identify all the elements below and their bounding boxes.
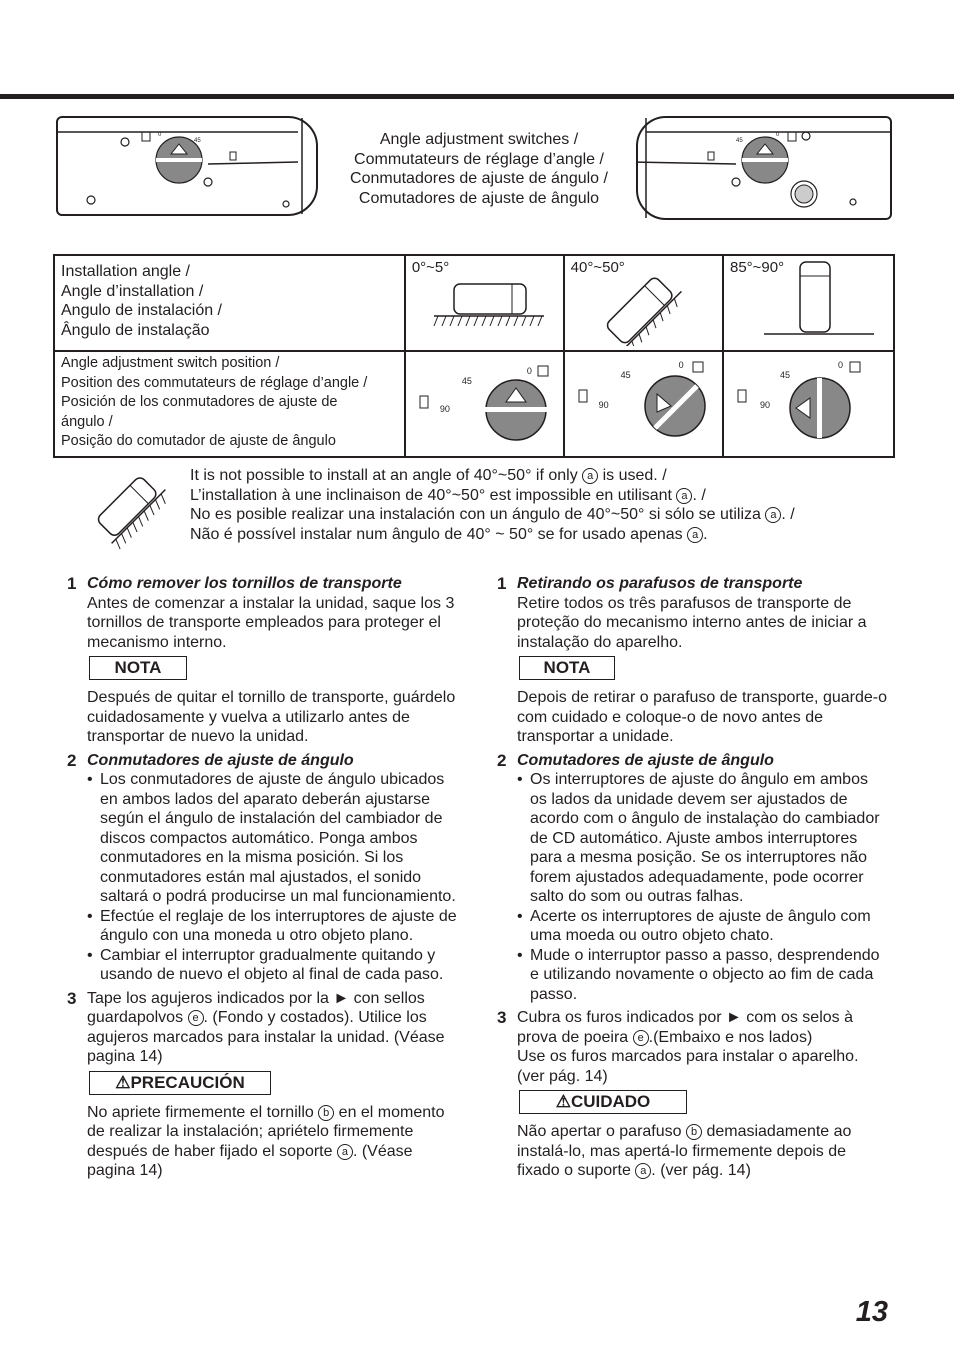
dial-diagonal-icon: [565, 352, 713, 452]
bullet-item: • Acerte os interruptores de ajuste de ângulo com uma moeda ou outro objeto chato.: [517, 907, 887, 946]
note-line-es: No es posible realizar una instalación con un ángulo de 40°~50° si sólo se utiliza a . /: [190, 506, 795, 523]
cuidado-label: ⚠CUIDADO: [519, 1090, 687, 1114]
unit-tilted-icon: [569, 276, 717, 346]
step-text: .(Embaixo e nos lados): [648, 1028, 813, 1046]
bullet-list: [87, 770, 463, 985]
unit-horizontal-icon: [414, 278, 562, 344]
warning-icon: ⚠: [115, 1072, 131, 1092]
unit-right-side-view: [636, 116, 892, 220]
label-line: Posición de los conmutadores de ajuste de: [61, 394, 338, 410]
step-2: [67, 750, 463, 985]
mark-b: b: [318, 1105, 334, 1121]
label-line: Posição do comutador de ajuste de ângulo: [61, 433, 336, 449]
top-rule: [0, 94, 954, 99]
nota-wrap: [517, 652, 887, 688]
bullet-list: [517, 770, 887, 1004]
step-number: 2: [67, 750, 77, 770]
installation-angle-label: [54, 255, 405, 351]
unit-vertical-icon: [724, 260, 884, 336]
label-line: Position des commutateurs de réglage d’angle /: [61, 374, 368, 391]
mark-a: a: [635, 1163, 651, 1179]
bullet-item: • Cambiar el interruptor gradualmente quitando y usando de nuevo el objeto al final de cada paso.: [87, 946, 463, 985]
dial-mark-45: 45: [779, 370, 790, 380]
unit-right-mark-45: 45: [736, 138, 743, 144]
dial-mark-45: 45: [461, 376, 472, 386]
angle-value: 0°~5°: [411, 259, 450, 276]
label-line: Angle d’installation /: [61, 282, 204, 300]
switch-dial-0: [405, 351, 564, 457]
precaucion-text: No apriete firmemente el tornillo b en el momento de realizar la instalación; apriételo firmemente después de haber fijado el soporte a . (Véase pagina 14): [87, 1103, 445, 1179]
nota-label: NOTA: [89, 656, 187, 680]
step-text: Cubra os furos indicados por ► com os selos à prova de poeira: [517, 1009, 853, 1046]
unit-left-side-view: [56, 116, 318, 216]
nota-text: Depois de retirar o parafuso de transporte, guarde-o com cuidado e coloque-o de novo antes de transportar a unidade.: [517, 689, 887, 745]
unit-left-drawing: [58, 118, 316, 214]
mark-b: b: [686, 1124, 702, 1140]
step-heading: Comutadores de ajuste de ângulo: [517, 751, 774, 769]
label-line: Angle adjustment switch position /: [61, 355, 280, 371]
page-number: 13: [855, 1296, 888, 1328]
mark-a: a: [687, 527, 703, 543]
mark-e: e: [633, 1030, 649, 1046]
angle-cell-0-5: [405, 255, 564, 351]
unit-left-mark-45: 45: [194, 138, 201, 144]
step-text: . (Fondo y costados). Utilice los agujeros marcados para instalar la unidad. (Véase pagina 14): [87, 1009, 445, 1065]
angle-cell-85-90: [723, 255, 894, 351]
step-text: Retire todos os três parafusos de transporte de proteção do mecanismo interno antes de iniciar a instalação do aparelho.: [517, 594, 867, 651]
tilted-unit-warning-illustration: [84, 462, 176, 554]
step-number: 2: [497, 750, 507, 770]
switch-row: [54, 351, 894, 457]
caption-line: Conmutadores de ajuste de ángulo /: [350, 170, 608, 187]
label-line: Angulo de instalación /: [61, 302, 222, 319]
caption-line: Comutadores de ajuste de ângulo: [358, 189, 600, 207]
step-number: 3: [67, 988, 77, 1008]
step-number: 1: [67, 574, 77, 593]
dial-mark-0: 0: [837, 360, 843, 370]
unit-left-mark-0: 0: [158, 132, 162, 138]
nota-text: Después de quitar el tornillo de transporte, guárdelo cuidadosamente y vuelva a utilizarlo antes de transportar de nuevo la unidad.: [87, 689, 456, 745]
angle-cell-40-50: [564, 255, 723, 351]
switch-position-label: [54, 351, 405, 457]
precaucion-label: ⚠PRECAUCIÓN: [89, 1071, 271, 1095]
step-text: Antes de comenzar a instalar la unidad, saque los 3 tornillos de transporte empleados para proteger el mecanismo interno.: [87, 594, 455, 651]
angle-row: [54, 255, 894, 351]
step-text: Tape los agujeros indicados por la ► con sellos guardapolvos: [87, 989, 425, 1026]
note-line-pt: Não é possível instalar num ângulo de 40° ~ 50° se for usado apenas a .: [190, 525, 708, 543]
dial-mark-90: 90: [439, 404, 450, 414]
mark-a: a: [676, 488, 692, 504]
switch-caption: [318, 130, 640, 208]
cuidado-text: Não apertar o parafuso b demasiadamente ao instalá-lo, mas apertá-lo firmemente depois de fixado o suporte a . (ver pág. 14): [517, 1123, 852, 1179]
bullet-item: • Os interruptores de ajuste do ângulo em ambos os lados da unidade devem ser ajustados de acordo com o ângulo de instalaçào do cambiador de CD automático. Ajuste ambos interruptores para a mesma posição. Se os interruptores não forem ajustados adequadamente, pode ocorrer salto do som ou outras falhas.: [517, 770, 887, 907]
angle-note: [190, 466, 910, 544]
mark-a: a: [337, 1144, 353, 1160]
step-heading: Conmutadores de ajuste de ángulo: [87, 751, 354, 769]
note-line-en: It is not possible to install at an angle of 40°~50° if only a is used. /: [190, 467, 667, 484]
dial-left-icon: [724, 352, 884, 452]
precaucion-wrap: [87, 1067, 463, 1103]
step-number: 1: [497, 574, 507, 593]
dial-mark-0: 0: [526, 366, 532, 376]
label-line: Installation angle /: [61, 263, 190, 280]
warning-icon: ⚠: [555, 1092, 571, 1111]
unit-right-drawing: [638, 118, 890, 218]
angle-value: 40°~50°: [570, 259, 625, 276]
angle-value: 85°~90°: [729, 259, 785, 276]
bullet-item: • Los conmutadores de ajuste de ángulo ubicados en ambos lados del aparato deberán ajustarse según el ángulo de instalación del cambiador de discos compactos automático. Ponga ambos conmutadores en la misma posición. Si los conmutadores están mal ajustados, el sonido saltará o podrá producirse un mal funcionamiento.: [87, 770, 463, 907]
nota-wrap: [87, 652, 463, 688]
dial-mark-90: 90: [759, 400, 770, 410]
angle-table: [53, 254, 895, 458]
nota-label: NOTA: [519, 656, 615, 680]
step-number: 3: [497, 1008, 507, 1027]
mark-e: e: [188, 1010, 204, 1026]
caption-line: Angle adjustment switches /: [379, 131, 579, 148]
dial-mark-90: 90: [598, 400, 609, 410]
step-heading: Retirando os parafusos de transporte: [517, 575, 803, 592]
step-3: [497, 1008, 887, 1086]
label-line: ángulo /: [61, 413, 113, 430]
column-portuguese: [497, 574, 887, 1181]
dial-mark-45: 45: [620, 370, 631, 380]
caption-line: Commutateurs de réglage d’angle /: [354, 150, 604, 168]
column-spanish: [67, 574, 463, 1181]
mark-a: a: [765, 507, 781, 523]
note-line-fr: L’installation à une inclinaison de 40°~50° est impossible en utilisant a . /: [190, 486, 706, 504]
step-heading: Cómo remover los tornillos de transporte: [87, 575, 402, 592]
bullet-item: • Mude o interruptor passo a passo, desprendendo e utilizando novamente o objecto ao fim de cada passo.: [517, 946, 887, 1005]
step-text: Use os furos marcados para instalar o aparelho. (ver pág. 14): [517, 1048, 859, 1085]
label-line: Ângulo de instalação: [61, 321, 210, 339]
dial-mark-0: 0: [678, 360, 684, 370]
switch-dial-45: [564, 351, 723, 457]
unit-right-mark-0: 0: [776, 132, 780, 138]
step-3: [67, 988, 463, 1067]
step-2: [497, 750, 887, 1005]
switch-dial-90: [723, 351, 894, 457]
cuidado-wrap: [517, 1086, 887, 1122]
bullet-item: • Efectúe el reglaje de los interruptores de ajuste de ángulo con una moneda u otro objeto plano.: [87, 907, 463, 946]
mark-a: a: [582, 468, 598, 484]
